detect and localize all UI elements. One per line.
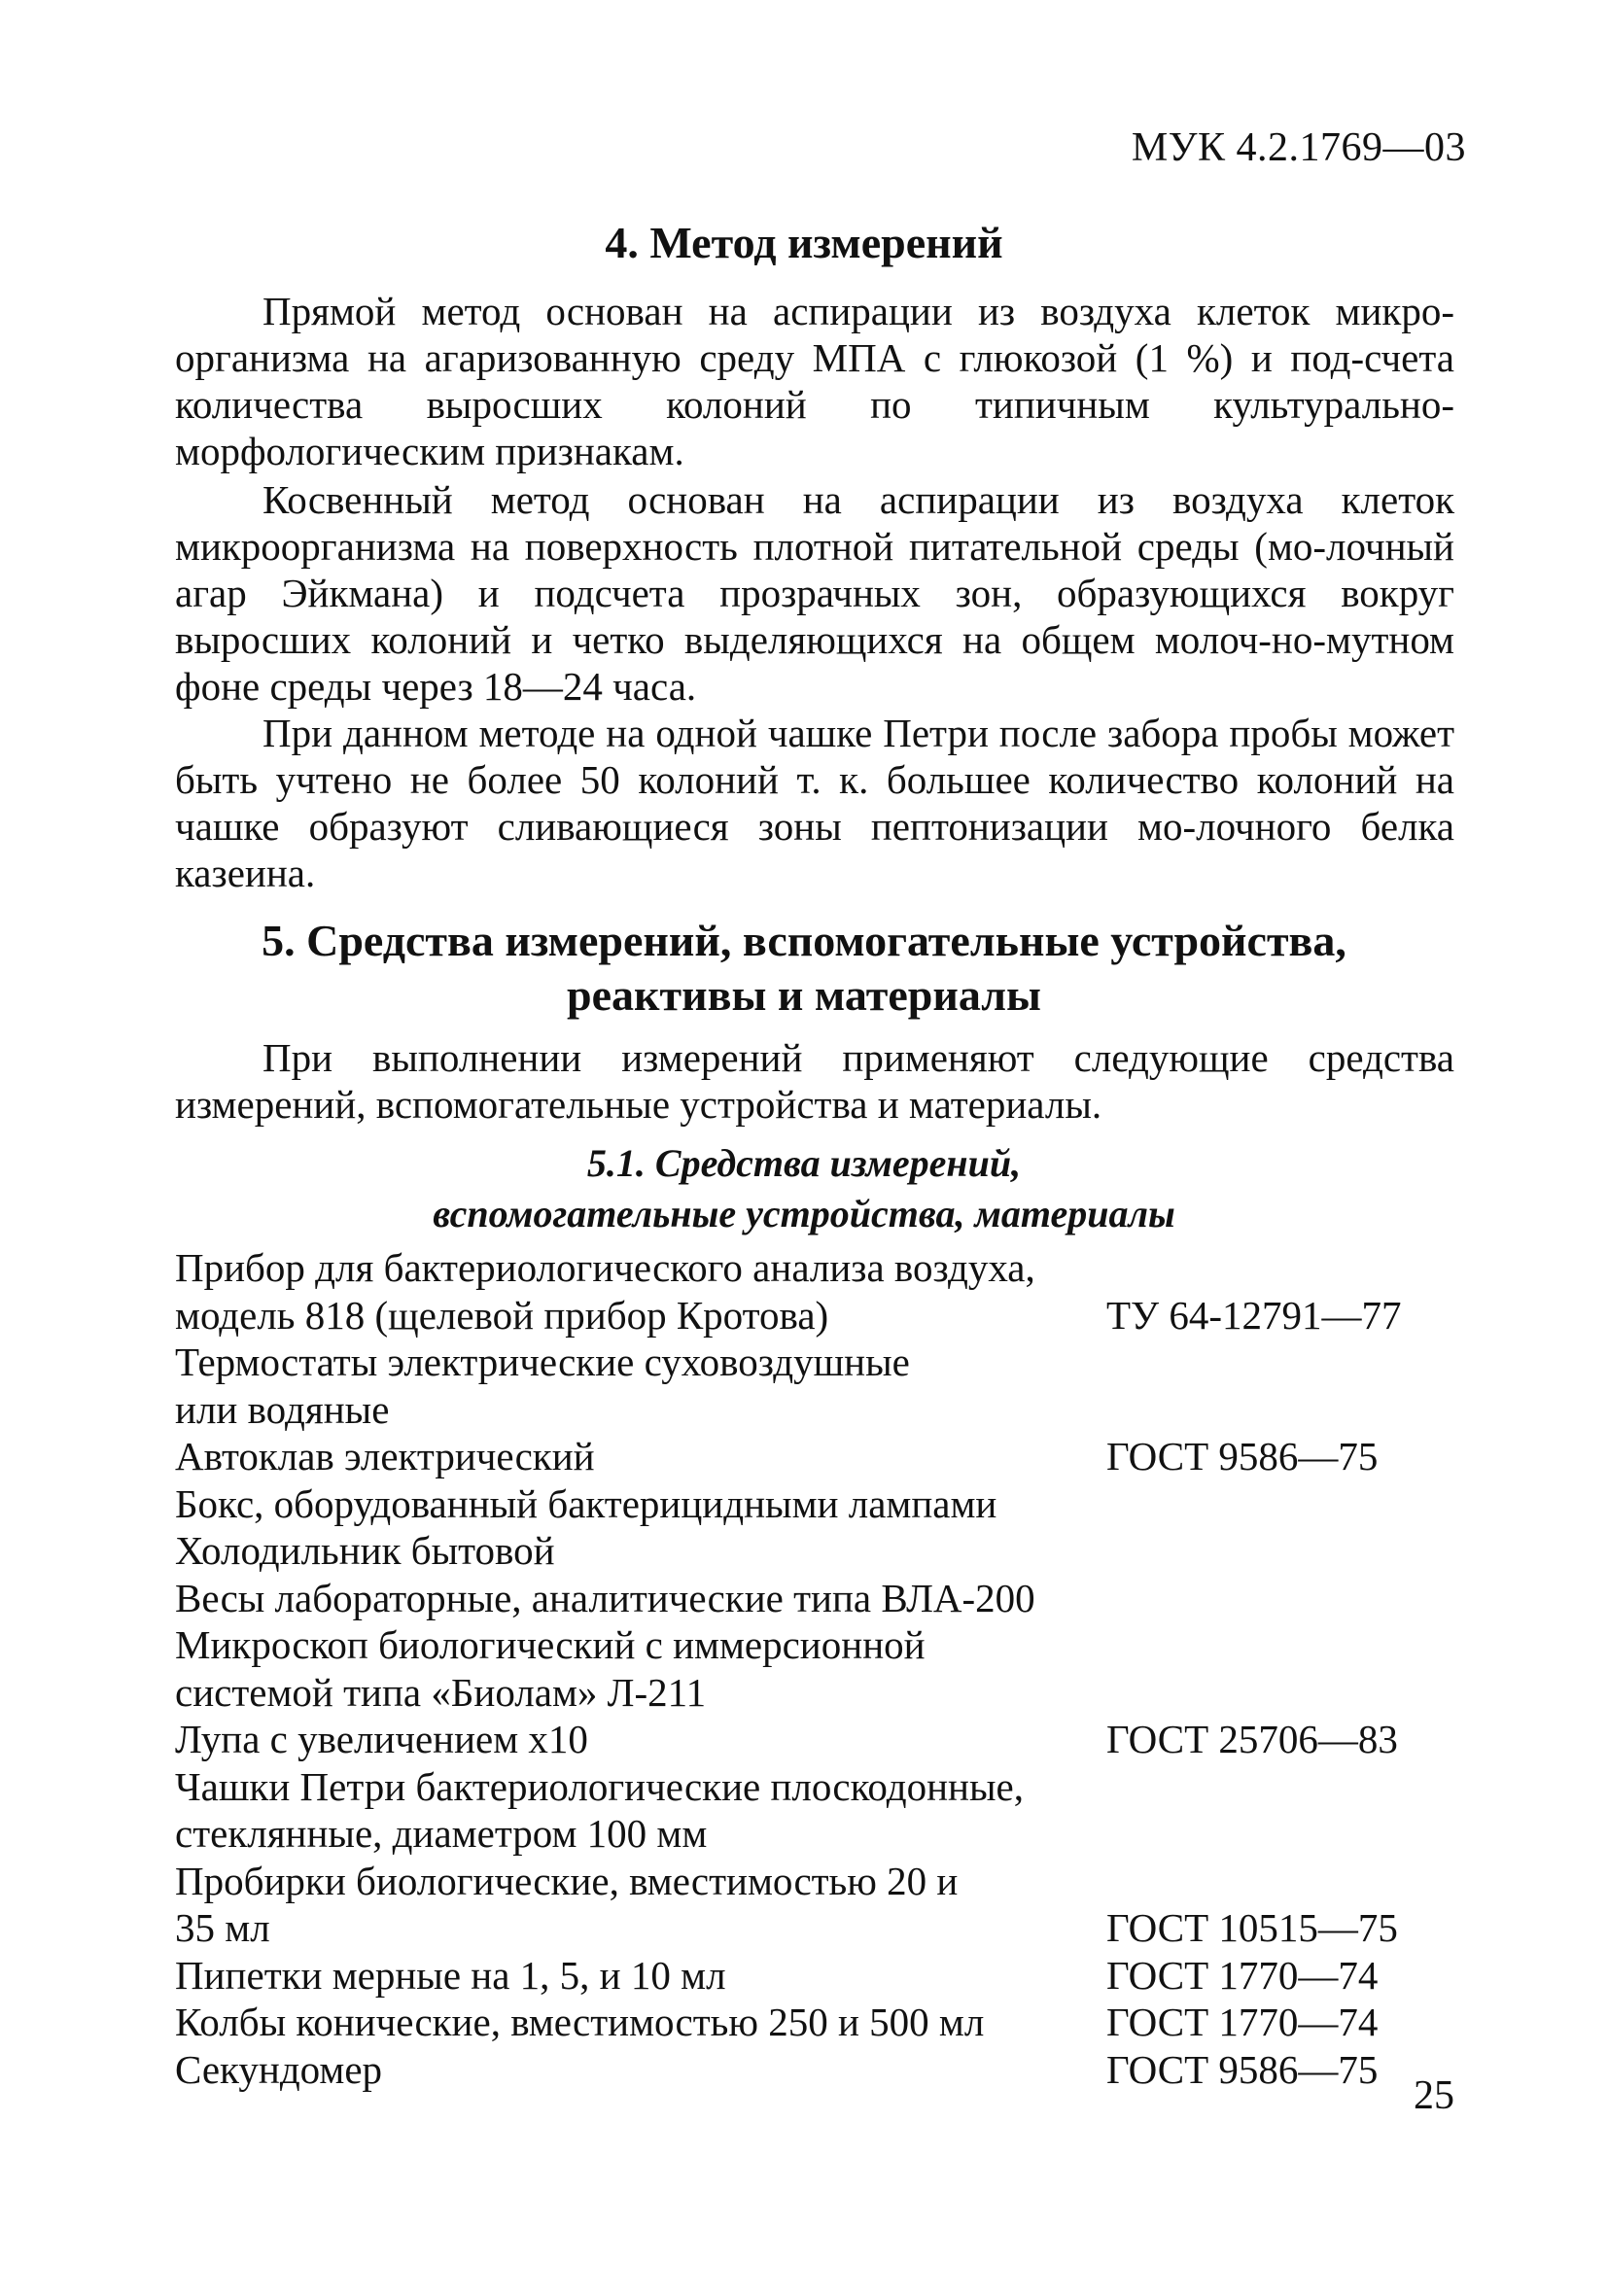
equipment-name: Пипетки мерные на 1, 5, и 10 мл	[175, 1952, 726, 1998]
equipment-item	[175, 1999, 1458, 2046]
equipment-name: Термостаты электрические суховоздушные или водяные	[175, 1339, 910, 1432]
equipment-name: Холодильник бытовой	[175, 1528, 555, 1573]
equipment-item	[175, 1575, 1458, 1622]
equipment-standard: ГОСТ 1770—74	[1106, 2000, 1379, 2044]
equipment-item	[175, 1858, 1458, 1952]
equipment-item	[175, 1339, 1458, 1433]
equipment-name: Пробирки биологические, вместимостью 20 и 35 мл	[175, 1858, 959, 1950]
section-5-title-line-2: реактивы и материалы	[567, 970, 1041, 1020]
section-5-intro: При выполнении измерений применяют следующие средства измерений, вспомогательные устройства и материалы.	[175, 1035, 1454, 1127]
section-4-paragraph-2: Косвенный метод основан на аспирации из воздуха клеток микроорганизма на поверхность плотной питательной среды (мо-лочный агар Эйкмана) и подсчета прозрачных зон, образующихся вокруг выросших колоний и четко выделяющихся на общем молоч-но-мутном фоне среды через 18—24 часа.	[175, 477, 1454, 709]
document-code: МУК 4.2.1769—03	[1131, 125, 1466, 170]
equipment-item	[175, 1621, 1458, 1716]
equipment-standard: ГОСТ 10515—75	[1106, 1905, 1398, 1950]
equipment-name: Прибор для бактериологического анализа воздуха, модель 818 (щелевой прибор Кротова)	[175, 1245, 1035, 1338]
equipment-name: Колбы конические, вместимостью 250 и 500 мл	[175, 2000, 985, 2044]
equipment-item	[175, 1480, 1458, 1528]
equipment-name: Автоклав электрический	[175, 1434, 595, 1478]
equipment-name: Микроскоп биологический с иммерсионной системой типа «Биолам» Л-211	[175, 1622, 926, 1715]
equipment-standard: ГОСТ 1770—74	[1106, 1952, 1379, 1998]
page-number: 25	[1414, 2073, 1454, 2118]
equipment-item	[175, 1527, 1458, 1575]
section-5-title-line-1: 5. Средства измерений, вспомогательные устройства,	[262, 916, 1346, 965]
equipment-item	[175, 1433, 1458, 1480]
section-4-title: 4. Метод измерений	[605, 218, 1003, 267]
equipment-standard: ГОСТ 9586—75	[1106, 2046, 1379, 2092]
equipment-item	[175, 1716, 1458, 1763]
section-4-paragraph-3: При данном методе на одной чашке Петри после забора пробы может быть учтено не более 50 колоний т. к. большее количество колоний на чашке образуют сливающиеся зоны пептонизации мо-лочного белка казеина.	[175, 711, 1454, 895]
equipment-standard: ГОСТ 9586—75	[1106, 1434, 1379, 1478]
equipment-name: Секундомер	[175, 2046, 383, 2092]
equipment-item	[175, 1952, 1458, 2000]
equipment-item	[175, 1244, 1458, 1339]
equipment-standard: ТУ 64-12791—77	[1106, 1292, 1402, 1338]
section-4-paragraph-1: Прямой метод основан на аспирации из воздуха клеток микро-организма на агаризованную среду МПА с глюкозой (1 %) и под-счета количества выросших колоний по типичным культурально-морфологическим признакам.	[175, 289, 1454, 473]
equipment-name: Весы лабораторные, аналитические типа ВЛА-200	[175, 1575, 1035, 1620]
equipment-name: Лупа с увеличением х10	[175, 1717, 588, 1761]
equipment-standard: ГОСТ 25706—83	[1106, 1717, 1398, 1761]
subsection-5-1-title-line-2: вспомогательные устройства, материалы	[433, 1192, 1175, 1235]
equipment-item	[175, 2046, 1458, 2094]
equipment-name: Бокс, оборудованный бактерицидными лампами	[175, 1480, 997, 1526]
equipment-item	[175, 1763, 1458, 1858]
equipment-name: Чашки Петри бактериологические плоскодонные, стеклянные, диаметром 100 мм	[175, 1763, 1024, 1856]
subsection-5-1-title-line-1: 5.1. Средства измерений,	[586, 1141, 1022, 1185]
equipment-list	[175, 1244, 1458, 2093]
